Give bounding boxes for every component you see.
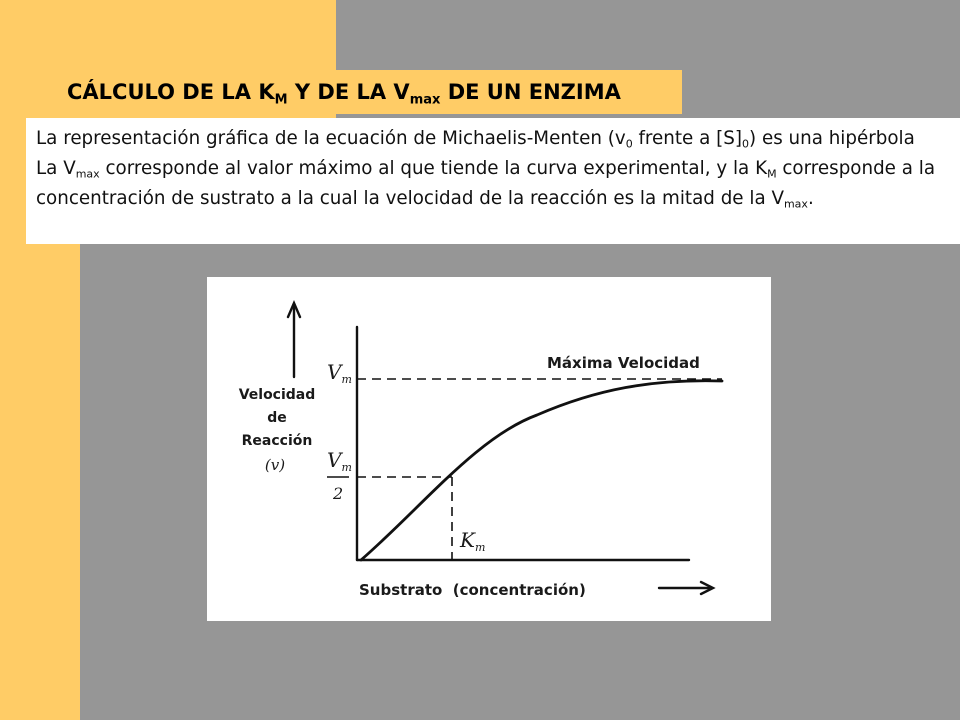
y-axis-label-line-3: Reacción (241, 433, 313, 449)
half-vmax-denominator: 2 (333, 484, 344, 503)
michaelis-menten-diagram (207, 277, 771, 621)
half-vmax-numerator: $V_m$ (327, 448, 352, 474)
slide-title: CÁLCULO DE LA $K_M$ Y DE LA $V_{max}$ DE UN ENZIMA (67, 80, 621, 108)
km-label: $K_m$ (460, 528, 486, 554)
michaelis-menten-figure (207, 277, 771, 621)
vmax-label: $V_m$ (327, 360, 352, 386)
x-axis-label: Substrato (concentración) (359, 581, 586, 599)
y-axis-label-line-1: Velocidad (238, 387, 316, 403)
description-text: La representación gráfica de la ecuación de Michaelis-Menten ($v_0$ frente a $[S]_0$) es una hipérbola La $V_{max}$ corresponde al valor máximo al que tiende la curva experimental, y la $K_M$ corresponde a la concentración de sustrato a la cual la velocidad de la reacción es la mitad de la $V_{max}$. (36, 128, 936, 211)
curve-label: Máxima Velocidad (547, 354, 700, 372)
velocity-curve (361, 381, 722, 560)
y-axis-label-line-4: (v) (264, 456, 286, 474)
y-axis-label-line-2: de (267, 410, 287, 426)
